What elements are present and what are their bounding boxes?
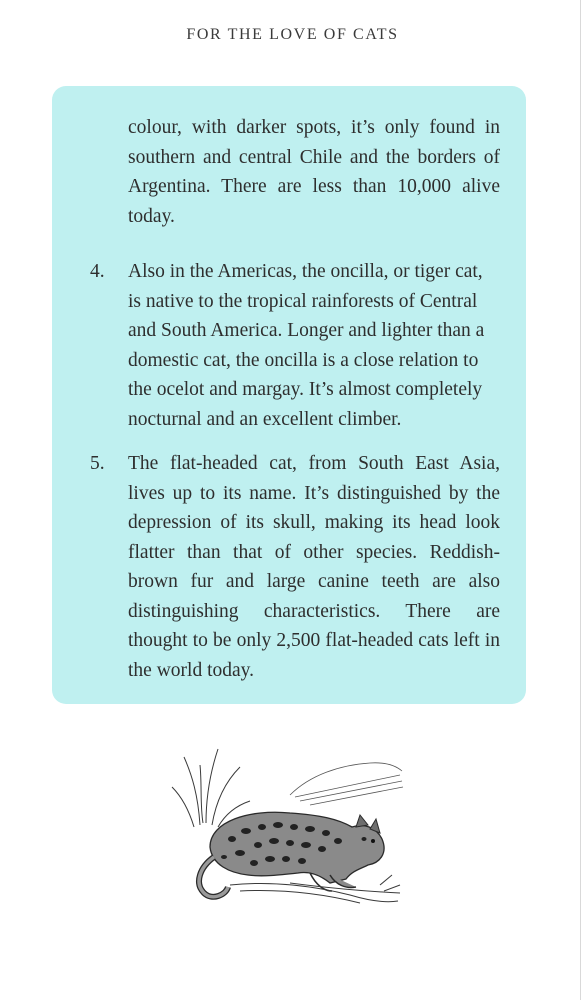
page-edge-line bbox=[580, 0, 581, 1000]
list-item-number: 4. bbox=[90, 261, 105, 282]
list-item-text: The flat-headed cat, from South East Asia, lives up to its name. It’s distinguished by the depression of its skull, making its head look flatter than that of other species. Reddish-brown fur and large canine teeth are also distinguishing characteristics. There are thought to be only 2,500 flat-headed cats left in the world today. bbox=[128, 453, 500, 681]
list-item-text: Also in the Americas, the oncilla, or tiger cat, is native to the tropical rainforests of Central and South America. Longer and lighter than a domestic cat, the oncilla is a close relation to the ocelot and margay. It’s almost completely nocturnal and an excellent climber. bbox=[128, 261, 485, 430]
continuation-paragraph: colour, with darker spots, it’s only found in southern and central Chile and the borders of Argentina. There are less than 10,000 alive today. bbox=[128, 117, 500, 227]
running-title: FOR THE LOVE OF CATS bbox=[186, 26, 399, 43]
list-item-number: 5. bbox=[90, 453, 105, 474]
wild-cat-illustration bbox=[170, 735, 410, 910]
